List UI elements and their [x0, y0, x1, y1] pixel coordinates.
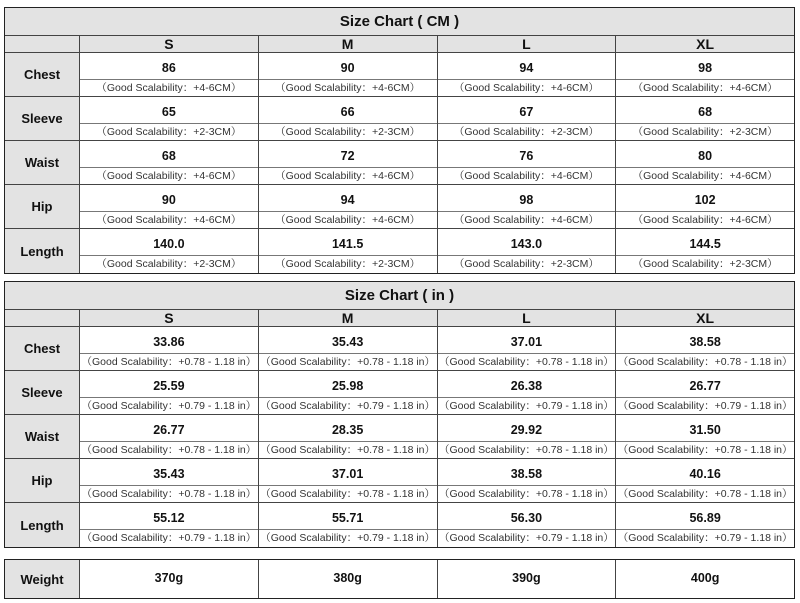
cell-value: 26.77	[689, 379, 721, 393]
table-cell	[80, 229, 259, 273]
size-header-row	[5, 310, 794, 327]
cell-note: （Good Scalability：+0.78 - 1.18 in）	[259, 485, 437, 502]
table-cell	[80, 141, 259, 184]
cell-value: 68	[161, 149, 176, 163]
cell-note: （Good Scalability：+0.78 - 1.18 in）	[80, 441, 258, 458]
cell-value: 25.98	[331, 379, 364, 393]
cell-value: 140.0	[153, 237, 185, 251]
row-label: Weight	[5, 560, 80, 598]
cell-note: （Good Scalability：+0.78 - 1.18 in）	[616, 441, 794, 458]
table-cell	[80, 415, 259, 458]
table-cell	[80, 459, 259, 502]
cell-value: 67	[519, 105, 534, 119]
cell-value: 76	[519, 149, 534, 163]
cell-value: 26.77	[153, 423, 185, 437]
row-label: Sleeve	[5, 97, 80, 140]
table-cell	[438, 53, 617, 96]
cell-note: （Good Scalability：+4-6CM）	[438, 211, 616, 228]
cell-note: （Good Scalability：+0.79 - 1.18 in）	[616, 397, 794, 414]
row-label: Chest	[5, 53, 80, 96]
cell-note: （Good Scalability：+0.79 - 1.18 in）	[80, 397, 258, 414]
size-header-row	[5, 36, 794, 53]
cell-note: （Good Scalability：+2-3CM）	[259, 123, 437, 140]
cell-note: （Good Scalability：+4-6CM）	[80, 167, 258, 184]
size-header: XL	[616, 310, 794, 326]
cell-note: （Good Scalability：+4-6CM）	[80, 211, 258, 228]
cell-note: （Good Scalability：+2-3CM）	[259, 255, 437, 273]
cell-value: 38.58	[689, 335, 721, 349]
cell-value: 55.12	[153, 511, 185, 525]
cell-note: （Good Scalability：+0.79 - 1.18 in）	[438, 397, 616, 414]
table-cell	[438, 97, 617, 140]
table-cell	[80, 97, 259, 140]
cell-note: （Good Scalability：+4-6CM）	[80, 79, 258, 96]
size-chart-cm-title: Size Chart ( CM )	[5, 8, 794, 36]
size-header: M	[259, 36, 438, 52]
corner-cell	[5, 310, 80, 326]
cell-value: 40.16	[689, 467, 721, 481]
table-cell	[616, 97, 794, 140]
table-cell	[80, 185, 259, 228]
corner-cell	[5, 36, 80, 52]
cell-value: 98	[698, 61, 713, 75]
table-cell	[616, 415, 794, 458]
size-header: L	[438, 310, 617, 326]
cell-value: 98	[519, 193, 534, 207]
cell-note: （Good Scalability：+0.79 - 1.18 in）	[259, 397, 437, 414]
cell-note: （Good Scalability：+0.79 - 1.18 in）	[259, 529, 437, 547]
table-cell	[80, 53, 259, 96]
cell-note: （Good Scalability：+0.78 - 1.18 in）	[616, 353, 794, 370]
cell-value: 143.0	[510, 237, 543, 251]
cell-value: 86	[161, 61, 176, 75]
cell-note: （Good Scalability：+2-3CM）	[438, 123, 616, 140]
table-cell	[438, 371, 617, 414]
cell-note: （Good Scalability：+2-3CM）	[80, 255, 258, 273]
size-header: XL	[616, 36, 794, 52]
size-chart-in-title: Size Chart ( in )	[5, 282, 794, 310]
table-cell	[616, 327, 794, 370]
row-label: Length	[5, 503, 80, 547]
cell-note: （Good Scalability：+4-6CM）	[616, 211, 794, 228]
table-row-waist	[5, 141, 794, 185]
table-cell	[616, 53, 794, 96]
cell-note: （Good Scalability：+4-6CM）	[259, 79, 437, 96]
cell-value: 56.89	[689, 511, 721, 525]
table-row-hip	[5, 459, 794, 503]
cell-value: 33.86	[153, 335, 185, 349]
table-cell	[259, 459, 438, 502]
table-row-chest	[5, 327, 794, 371]
cell-note: （Good Scalability：+4-6CM）	[438, 79, 616, 96]
cell-note: （Good Scalability：+0.78 - 1.18 in）	[438, 441, 616, 458]
table-cell	[438, 141, 617, 184]
cell-value: 102	[694, 193, 716, 207]
table-cell	[259, 141, 438, 184]
table-cell	[259, 185, 438, 228]
cell-value: 56.30	[510, 511, 543, 525]
weight-row	[5, 560, 794, 598]
table-cell	[259, 371, 438, 414]
row-label: Length	[5, 229, 80, 273]
cell-note: （Good Scalability：+2-3CM）	[438, 255, 616, 273]
table-cell	[616, 503, 794, 547]
cell-value: 28.35	[331, 423, 364, 437]
size-header: S	[80, 310, 259, 326]
cell-value: 25.59	[153, 379, 185, 393]
table-cell	[80, 371, 259, 414]
table-cell	[616, 141, 794, 184]
cell-value: 80	[698, 149, 713, 163]
cell-value: 72	[340, 149, 355, 163]
cell-value: 31.50	[689, 423, 721, 437]
table-cell	[80, 503, 259, 547]
cell-value: 65	[161, 105, 176, 119]
cell-note: （Good Scalability：+2-3CM）	[80, 123, 258, 140]
cell-note: （Good Scalability：+0.78 - 1.18 in）	[259, 441, 437, 458]
table-cell	[438, 327, 617, 370]
table-cell	[438, 415, 617, 458]
cell-value: 141.5	[331, 237, 364, 251]
cell-value: 55.71	[331, 511, 364, 525]
cell-value: 26.38	[510, 379, 543, 393]
table-cell	[259, 229, 438, 273]
cell-value: 94	[519, 61, 534, 75]
size-header: S	[80, 36, 259, 52]
cell-note: （Good Scalability：+0.79 - 1.18 in）	[80, 529, 258, 547]
table-row-sleeve	[5, 97, 794, 141]
cell-value: 35.43	[331, 335, 364, 349]
cell-value: 90	[340, 61, 355, 75]
table-cell	[80, 327, 259, 370]
cell-note: （Good Scalability：+4-6CM）	[616, 79, 794, 96]
cell-value: 66	[340, 105, 355, 119]
table-row-length	[5, 229, 794, 273]
row-label: Waist	[5, 141, 80, 184]
row-label: Waist	[5, 415, 80, 458]
cell-value: 37.01	[510, 335, 543, 349]
cell-note: （Good Scalability：+0.78 - 1.18 in）	[80, 353, 258, 370]
size-chart-cm-table	[4, 7, 795, 274]
cell-note: （Good Scalability：+4-6CM）	[438, 167, 616, 184]
cell-note: （Good Scalability：+0.79 - 1.18 in）	[616, 529, 794, 547]
table-cell	[438, 503, 617, 547]
row-label: Hip	[5, 459, 80, 502]
table-row-hip	[5, 185, 794, 229]
cell-value: 90	[161, 193, 176, 207]
cell-note: （Good Scalability：+0.78 - 1.18 in）	[438, 485, 616, 502]
table-row-chest	[5, 53, 794, 97]
cell-value: 68	[698, 105, 713, 119]
weight-value: 390g	[438, 560, 617, 598]
row-label: Hip	[5, 185, 80, 228]
table-cell	[438, 229, 617, 273]
cell-note: （Good Scalability：+0.78 - 1.18 in）	[80, 485, 258, 502]
row-label: Chest	[5, 327, 80, 370]
table-cell	[259, 327, 438, 370]
weight-value: 370g	[80, 560, 259, 598]
cell-note: （Good Scalability：+0.78 - 1.18 in）	[438, 353, 616, 370]
cell-note: （Good Scalability：+4-6CM）	[259, 211, 437, 228]
size-header: L	[438, 36, 617, 52]
table-cell	[259, 415, 438, 458]
cell-note: （Good Scalability：+2-3CM）	[616, 255, 794, 273]
cell-note: （Good Scalability：+4-6CM）	[616, 167, 794, 184]
cell-note: （Good Scalability：+0.78 - 1.18 in）	[259, 353, 437, 370]
cell-value: 94	[340, 193, 355, 207]
weight-value: 400g	[690, 571, 720, 585]
cell-value: 38.58	[510, 467, 543, 481]
table-cell	[438, 459, 617, 502]
cell-note: （Good Scalability：+4-6CM）	[259, 167, 437, 184]
table-cell	[616, 459, 794, 502]
table-cell	[259, 53, 438, 96]
cell-value: 35.43	[153, 467, 185, 481]
weight-table	[4, 559, 795, 599]
weight-value: 380g	[259, 560, 438, 598]
size-header: M	[259, 310, 438, 326]
table-cell	[259, 97, 438, 140]
table-cell	[616, 185, 794, 228]
table-cell	[616, 371, 794, 414]
cell-note: （Good Scalability：+0.79 - 1.18 in）	[438, 529, 616, 547]
row-label: Sleeve	[5, 371, 80, 414]
size-chart-in-table	[4, 281, 795, 548]
cell-value: 37.01	[331, 467, 364, 481]
cell-value: 144.5	[689, 237, 721, 251]
table-row-length	[5, 503, 794, 547]
cell-note: （Good Scalability：+0.78 - 1.18 in）	[616, 485, 794, 502]
table-cell	[259, 503, 438, 547]
cell-value: 29.92	[510, 423, 543, 437]
table-cell	[438, 185, 617, 228]
table-cell	[616, 229, 794, 273]
cell-note: （Good Scalability：+2-3CM）	[616, 123, 794, 140]
table-row-sleeve	[5, 371, 794, 415]
table-row-waist	[5, 415, 794, 459]
